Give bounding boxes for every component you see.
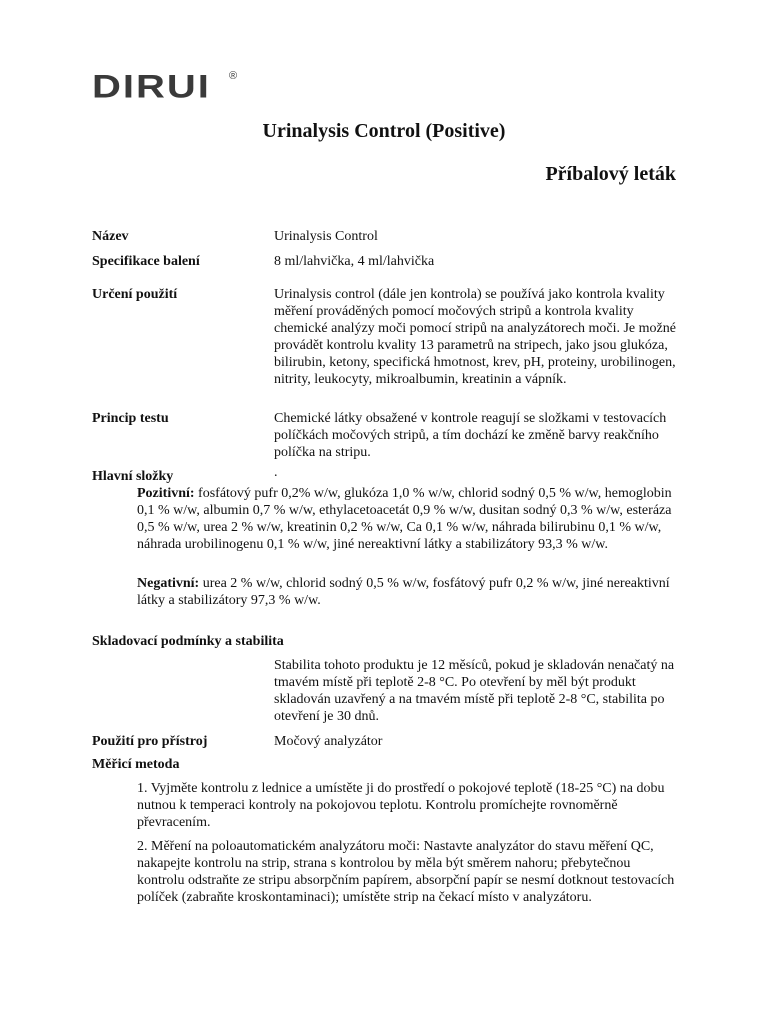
dirui-logo: DIRUI [92, 68, 211, 105]
intended-use-label: Určení použití [92, 287, 178, 302]
packaging-label: Specifikace balení [92, 254, 200, 269]
negative-text: urea 2 % w/w, chlorid sodný 0,5 % w/w, fosfátový pufr 0,2 % w/w, jiné nereaktivní látky a stabilizátory 97,3 % w/w. [137, 576, 670, 608]
negative-composition [137, 575, 677, 609]
method-step-2: 2. Měření na poloautomatickém analyzátoru moči: Nastavte analyzátor do stavu měření QC, nakapejte kontrolu na strip, strana s kontrolou by měla být směrem nahoru; přebytečnou kontrolu odstraňte ze stripu absorpčním papírem, absorpční papír se nesmí dotknout testovacích políček (zabraňte kroskontaminaci); umístěte strip na čekací místo v analyzátoru. [137, 839, 675, 905]
negative-label: Negativní: [137, 576, 200, 591]
document-title: Urinalysis Control (Positive) [262, 120, 506, 142]
device-value: Močový analyzátor [274, 734, 383, 749]
positive-composition [137, 485, 677, 553]
method-step-1: 1. Vyjměte kontrolu z lednice a umístěte ji do prostředí o pokojové teplotě (18-25 °C) na dobu nutnou k temperaci kontroly na pokojovou teplotu. Kontrolu promíchejte rovnoměrně převracením. [137, 781, 665, 830]
intended-use-value: Urinalysis control (dále jen kontrola) se používá jako kontrola kvality měření prováděných pomocí močových stripů a kontrola kvality chemické analýzy moči pomocí stripů na analyzátorech moči. Je možné provádět kontrolu kvality 13 parametrů na stripech, jako jsou glukóza, bilirubin, ketony, specifická hmotnost, krev, pH, proteiny, urobilinogen, nitrity, leukocyty, mikroalbumin, kreatinin a vápník. [274, 287, 676, 387]
name-label: Název [92, 229, 129, 244]
storage-label: Skladovací podmínky a stabilita [92, 634, 284, 649]
registered-mark: ® [229, 70, 238, 82]
principle-value: Chemické látky obsažené v kontrole reagují se složkami v testovacích políčkách močových stripů, a tím dochází ke změně barvy reakčního políčka na stripu. [274, 411, 667, 460]
principle-label: Princip testu [92, 411, 169, 426]
packaging-value: 8 ml/lahvička, 4 ml/lahvička [274, 254, 435, 269]
document-subtitle: Příbalový leták [545, 163, 676, 185]
main-components-label: Hlavní složky [92, 469, 174, 484]
method-label: Měřicí metoda [92, 757, 180, 772]
storage-value: Stabilita tohoto produktu je 12 měsíců, pokud je skladován nenačatý na tmavém místě při teplotě 2-8 °C. Po otevření by měl být produkt skladován uzavřený a na tmavém místě při teplotě 2-8 °C, stabilita po otevření je 30 dnů. [274, 658, 675, 724]
device-label: Použití pro přístroj [92, 734, 208, 749]
positive-text: fosfátový pufr 0,2% w/w, glukóza 1,0 % w/w, chlorid sodný 0,5 % w/w, hemoglobin 0,1 % w/w, albumin 0,7 % w/w, ethylacetoacetát 0,9 % w/w, dusitan sodný 0,3 % w/w, esteráza 0,5 % w/w, urea 2 % w/w, kreatinin 0,2 % w/w, Ca 0,1 % w/w, náhrada bilirubinu 0,1 % w/w, náhrada urobilinogenu 0,1 % w/w, jiné nereaktivní látky a stabilizátory 93,3 % w/w. [137, 486, 672, 552]
main-components-value: . [274, 465, 278, 480]
positive-label: Pozitivní: [137, 486, 195, 501]
name-value: Urinalysis Control [274, 229, 378, 244]
